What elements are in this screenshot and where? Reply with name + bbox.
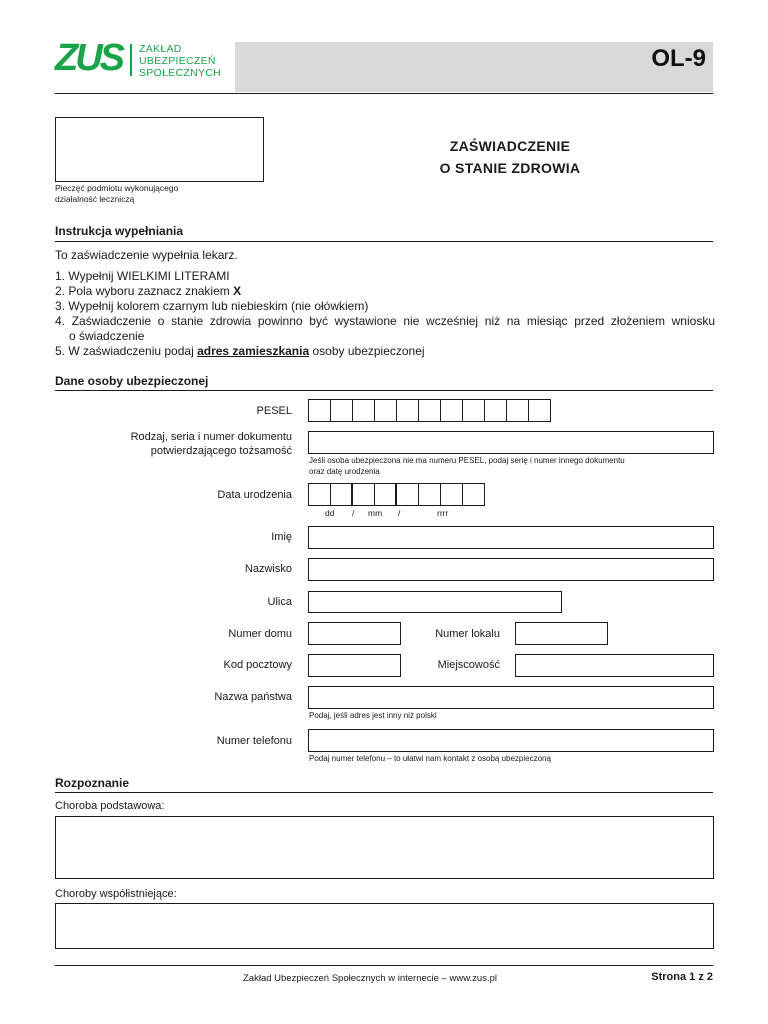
form-title-line-1: ZAŚWIADCZENIE xyxy=(449,138,571,154)
pesel-digit-5[interactable] xyxy=(396,399,419,422)
document-label-line-1: Rodzaj, seria i numer dokumentu xyxy=(130,431,292,443)
pesel-label: PESEL xyxy=(256,405,292,417)
diagnosis-heading: Rozpoznanie xyxy=(55,776,129,790)
birthdate-day-1[interactable] xyxy=(308,483,331,506)
pesel-digit-10[interactable] xyxy=(506,399,529,422)
first-name-field[interactable] xyxy=(308,526,714,549)
document-hint xyxy=(309,455,625,477)
birthdate-rrrr: rrrr xyxy=(437,508,449,518)
instructions-heading: Instrukcja wypełniania xyxy=(55,224,184,238)
brand-line-1: ZAKŁAD xyxy=(139,43,182,55)
pesel-cells[interactable] xyxy=(308,399,551,422)
instruction-item-4-line-2: o świadczenie xyxy=(69,329,145,343)
postcode-label: Kod pocztowy xyxy=(223,659,292,671)
instruction-item-1: 1. Wypełnij WIELKIMI LITERAMI xyxy=(55,269,230,283)
country-label: Nazwa państwa xyxy=(214,691,292,703)
country-hint: Podaj, jeśli adres jest inny niż polski xyxy=(309,711,437,720)
header-rule xyxy=(55,93,713,94)
brand-name xyxy=(139,43,221,79)
street-label: Ulica xyxy=(267,596,292,608)
pesel-digit-9[interactable] xyxy=(484,399,507,422)
pesel-digit-6[interactable] xyxy=(418,399,441,422)
street-field[interactable] xyxy=(308,591,562,613)
pesel-digit-4[interactable] xyxy=(374,399,397,422)
form-title xyxy=(390,135,630,179)
form-title-line-2: O STANIE ZDROWIA xyxy=(439,160,581,176)
person-heading: Dane osoby ubezpieczonej xyxy=(55,374,209,388)
footer-rule xyxy=(55,965,713,966)
pesel-digit-11[interactable] xyxy=(528,399,551,422)
instruction-item-2-mark: X xyxy=(233,284,242,298)
phone-hint: Podaj numer telefonu – to ułatwi nam kontakt z osobą ubezpieczoną xyxy=(309,754,551,763)
birthdate-label: Data urodzenia xyxy=(217,489,292,501)
document-label xyxy=(52,430,292,458)
last-name-label: Nazwisko xyxy=(244,563,292,575)
primary-disease-field[interactable] xyxy=(55,816,714,879)
phone-field[interactable] xyxy=(308,729,714,752)
birthdate-year-4[interactable] xyxy=(462,483,485,506)
form-code: OL-9 xyxy=(651,45,706,72)
person-rule xyxy=(55,390,713,391)
diagnosis-rule xyxy=(55,792,713,793)
birthdate-year-2[interactable] xyxy=(418,483,441,506)
flat-no-field[interactable] xyxy=(515,622,608,645)
country-field[interactable] xyxy=(308,686,714,709)
birthdate-cells[interactable] xyxy=(308,483,485,506)
pesel-digit-2[interactable] xyxy=(330,399,353,422)
instruction-item-5 xyxy=(55,344,715,359)
brand-line-3: SPOŁECZNYCH xyxy=(139,67,222,79)
pesel-digit-7[interactable] xyxy=(440,399,463,422)
pesel-digit-8[interactable] xyxy=(462,399,485,422)
instruction-item-2 xyxy=(55,284,715,299)
zus-logo-text: ZUS xyxy=(55,37,122,79)
instruction-item-5-post: osoby ubezpieczonej xyxy=(309,344,425,358)
header-band xyxy=(235,42,713,92)
secondary-disease-field[interactable] xyxy=(55,903,714,949)
stamp-caption-line-2: działalność leczniczą xyxy=(55,194,135,204)
birthdate-sep-2: / xyxy=(398,508,401,518)
instruction-item-5-pre: 5. W zaświadczeniu podaj xyxy=(55,344,198,358)
footer-page: Strona 1 z 2 xyxy=(651,971,713,983)
zus-logo xyxy=(55,38,125,78)
brand-line-2: UBEZPIECZEŃ xyxy=(139,55,216,67)
phone-label: Numer telefonu xyxy=(216,735,292,747)
logo-divider xyxy=(130,44,132,76)
birthdate-year-1[interactable] xyxy=(396,483,419,506)
instruction-item-4 xyxy=(55,314,715,344)
instructions-rule xyxy=(55,241,713,242)
document-field[interactable] xyxy=(308,431,714,454)
pesel-digit-3[interactable] xyxy=(352,399,375,422)
birthdate-year-3[interactable] xyxy=(440,483,463,506)
instructions-intro: To zaświadczenie wypełnia lekarz. xyxy=(55,248,238,262)
secondary-disease-label: Choroby współistniejące: xyxy=(55,888,177,900)
document-label-line-2: potwierdzającego tożsamość xyxy=(150,445,292,457)
stamp-caption xyxy=(55,183,178,205)
birthdate-day-2[interactable] xyxy=(330,483,353,506)
footer-site: Zakład Ubezpieczeń Społecznych w internecie – www.zus.pl xyxy=(243,973,497,984)
birthdate-mm: mm xyxy=(368,508,383,518)
document-hint-line-1: Jeśli osoba ubezpieczona nie ma numeru PESEL, podaj serię i numer innego dokumentu xyxy=(309,456,625,465)
instruction-item-3: 3. Wypełnij kolorem czarnym lub niebieskim (nie ołówkiem) xyxy=(55,299,369,313)
first-name-label: Imię xyxy=(271,531,292,543)
city-field[interactable] xyxy=(515,654,714,677)
house-no-label: Numer domu xyxy=(228,628,292,640)
instruction-item-2-text: 2. Pola wyboru zaznacz znakiem xyxy=(55,284,234,298)
last-name-field[interactable] xyxy=(308,558,714,581)
birthdate-dd: dd xyxy=(325,508,335,518)
birthdate-sep-1: / xyxy=(352,508,355,518)
city-label: Miejscowość xyxy=(437,659,500,671)
flat-no-label: Numer lokalu xyxy=(435,628,500,640)
instruction-item-5-bold: adres zamieszkania xyxy=(197,344,310,358)
birthdate-month-2[interactable] xyxy=(374,483,397,506)
instruction-item-4-line-1: 4. Zaświadczenie o stanie zdrowia powinno być wystawione nie wcześniej niż na miesiąc przed złożeniem wniosku xyxy=(55,314,715,328)
stamp-caption-line-1: Pieczęć podmiotu wykonującego xyxy=(55,183,179,193)
document-hint-line-2: oraz datę urodzenia xyxy=(309,467,380,476)
primary-disease-label: Choroba podstawowa: xyxy=(55,800,165,812)
stamp-box xyxy=(55,117,264,182)
pesel-digit-1[interactable] xyxy=(308,399,331,422)
birthdate-month-1[interactable] xyxy=(352,483,375,506)
